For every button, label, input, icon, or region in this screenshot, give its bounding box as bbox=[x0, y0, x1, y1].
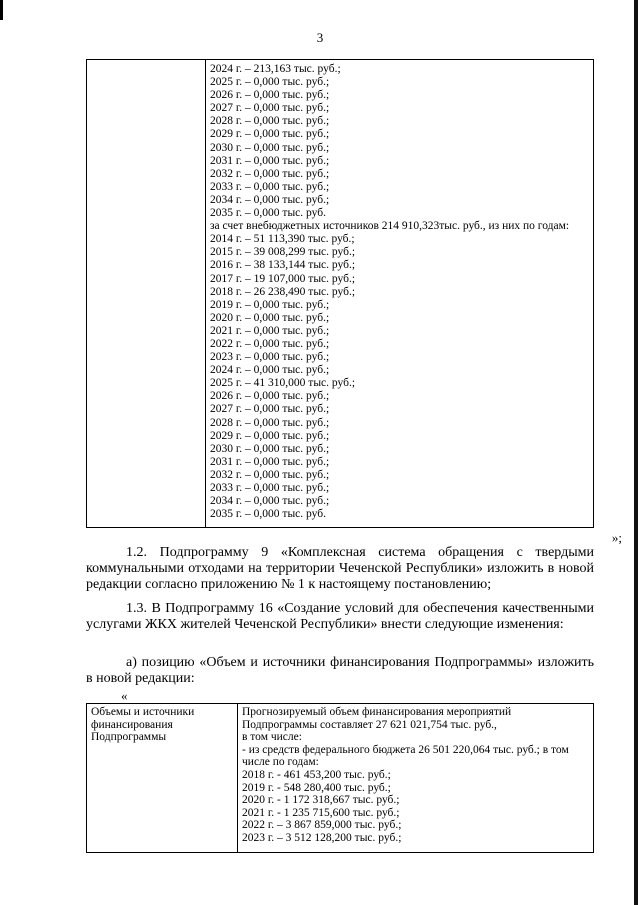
funding-line: 2026 г. – 0,000 тыс. руб.; bbox=[210, 89, 330, 102]
funding-line: 2025 г. – 0,000 тыс. руб.; bbox=[210, 76, 330, 89]
funding-line: 2028 г. – 0,000 тыс. руб.; bbox=[210, 416, 330, 429]
funding-line: 2024 г. – 0,000 тыс. руб.; bbox=[210, 364, 330, 377]
funding-line: 2030 г. – 0,000 тыс. руб.; bbox=[210, 141, 330, 154]
paragraph-a bbox=[86, 655, 594, 687]
page-number: 3 bbox=[316, 30, 324, 45]
funding-line: 2016 г. – 38 133,144 тыс. руб.; bbox=[210, 259, 356, 272]
financing-table bbox=[86, 703, 594, 853]
funding-line: 2030 г. – 0,000 тыс. руб.; bbox=[210, 442, 330, 455]
funding-line: 2029 г. – 0,000 тыс. руб.; bbox=[210, 429, 330, 442]
paragraph-a-text: а) позицию «Объем и источники финансирования Подпрограммы» изложить в новой редакции: bbox=[86, 655, 594, 686]
scan-edge-mark-right bbox=[634, 0, 638, 905]
funding-line: 2034 г. – 0,000 тыс. руб.; bbox=[210, 193, 330, 206]
funding-table-continued bbox=[86, 59, 594, 528]
paragraph-1-3-text: 1.3. В Подпрограмму 16 «Создание условий для обеспечения качественными услугами ЖКХ жителей Чеченской Республики» внести следующие изменения: bbox=[86, 601, 594, 632]
funding-line: 2026 г. – 0,000 тыс. руб.; bbox=[210, 390, 330, 403]
funding-line: 2031 г. – 0,000 тыс. руб.; bbox=[210, 154, 330, 167]
table-column-divider bbox=[205, 60, 206, 527]
funding-line: 2027 г. – 0,000 тыс. руб.; bbox=[210, 403, 330, 416]
extrabudget-heading: за счет внебюджетных источников 214 910,323тыс. руб., из них по годам: bbox=[210, 220, 570, 233]
funding-line: 2023 г. – 3 512 128,200 тыс. руб.; bbox=[242, 831, 402, 844]
financing-intro: Прогнозируемый объем финансирования мероприятий Подпрограммы составляет 27 621 021,754 тыс. руб., bbox=[242, 706, 512, 731]
funding-line: 2020 г. - 1 172 318,667 тыс. руб.; bbox=[242, 794, 400, 807]
opening-quote-mark: « bbox=[121, 688, 128, 703]
funding-line: 2017 г. – 19 107,000 тыс. руб.; bbox=[210, 272, 356, 285]
funding-line: 2032 г. – 0,000 тыс. руб.; bbox=[210, 468, 330, 481]
financing-value-cell bbox=[242, 706, 589, 845]
funding-line: 2035 г. – 0,000 тыс. руб. bbox=[210, 508, 326, 521]
funding-line: 2015 г. – 39 008,299 тыс. руб.; bbox=[210, 246, 356, 259]
funding-line: 2014 г. – 51 113,390 тыс. руб.; bbox=[210, 233, 355, 246]
funding-line: 2031 г. – 0,000 тыс. руб.; bbox=[210, 455, 330, 468]
scan-edge-mark-left bbox=[0, 0, 3, 20]
funding-line: 2019 г. - 548 280,400 тыс. руб.; bbox=[242, 781, 391, 794]
funding-line: 2029 г. – 0,000 тыс. руб.; bbox=[210, 128, 330, 141]
funding-line: 2018 г. - 461 453,200 тыс. руб.; bbox=[242, 768, 391, 781]
funding-line: 2021 г. - 1 235 715,600 тыс. руб.; bbox=[242, 806, 400, 819]
table-column-divider bbox=[237, 704, 238, 852]
funding-line: 2025 г. – 41 310,000 тыс. руб.; bbox=[210, 377, 356, 390]
funding-line: 2022 г. – 0,000 тыс. руб.; bbox=[210, 337, 330, 350]
closing-quote-mark: »; bbox=[611, 530, 622, 545]
funding-line: 2021 г. – 0,000 тыс. руб.; bbox=[210, 324, 330, 337]
financing-in-total: в том числе: bbox=[242, 731, 302, 744]
funding-line: 2034 г. – 0,000 тыс. руб.; bbox=[210, 495, 330, 508]
funding-line: 2022 г. – 3 867 859,000 тыс. руб.; bbox=[242, 819, 402, 832]
funding-table-right-cell bbox=[210, 63, 589, 521]
paragraph-1-2-text: 1.2. Подпрограмму 9 «Комплексная система обращения с твердыми коммунальными отходами на территории Чеченской Республики» изложить в новой редакции согласно приложению № 1 к настоящему постановлению; bbox=[86, 545, 594, 592]
paragraph-1-3 bbox=[86, 601, 594, 633]
paragraph-1-2 bbox=[86, 545, 594, 593]
federal-budget-line: - из средств федерального бюджета 26 501 220,064 тыс. руб.; в том числе по годам: bbox=[242, 743, 569, 769]
funding-line: 2020 г. – 0,000 тыс. руб.; bbox=[210, 311, 330, 324]
financing-label-cell: Объемы и источники финансирования Подпрограммы bbox=[91, 706, 195, 744]
funding-line: 2027 г. – 0,000 тыс. руб.; bbox=[210, 102, 330, 115]
funding-line: 2024 г. – 213,163 тыс. руб.; bbox=[210, 63, 341, 75]
funding-line: 2032 г. – 0,000 тыс. руб.; bbox=[210, 167, 330, 180]
funding-line: 2033 г. – 0,000 тыс. руб.; bbox=[210, 180, 330, 193]
funding-line: 2035 г. – 0,000 тыс. руб. bbox=[210, 207, 326, 220]
funding-line: 2028 г. – 0,000 тыс. руб.; bbox=[210, 115, 330, 128]
funding-line: 2033 г. – 0,000 тыс. руб.; bbox=[210, 482, 330, 494]
funding-line: 2023 г. – 0,000 тыс. руб.; bbox=[210, 351, 330, 364]
funding-line: 2019 г. – 0,000 тыс. руб.; bbox=[210, 298, 330, 311]
funding-line: 2018 г. – 26 238,490 тыс. руб.; bbox=[210, 285, 356, 298]
